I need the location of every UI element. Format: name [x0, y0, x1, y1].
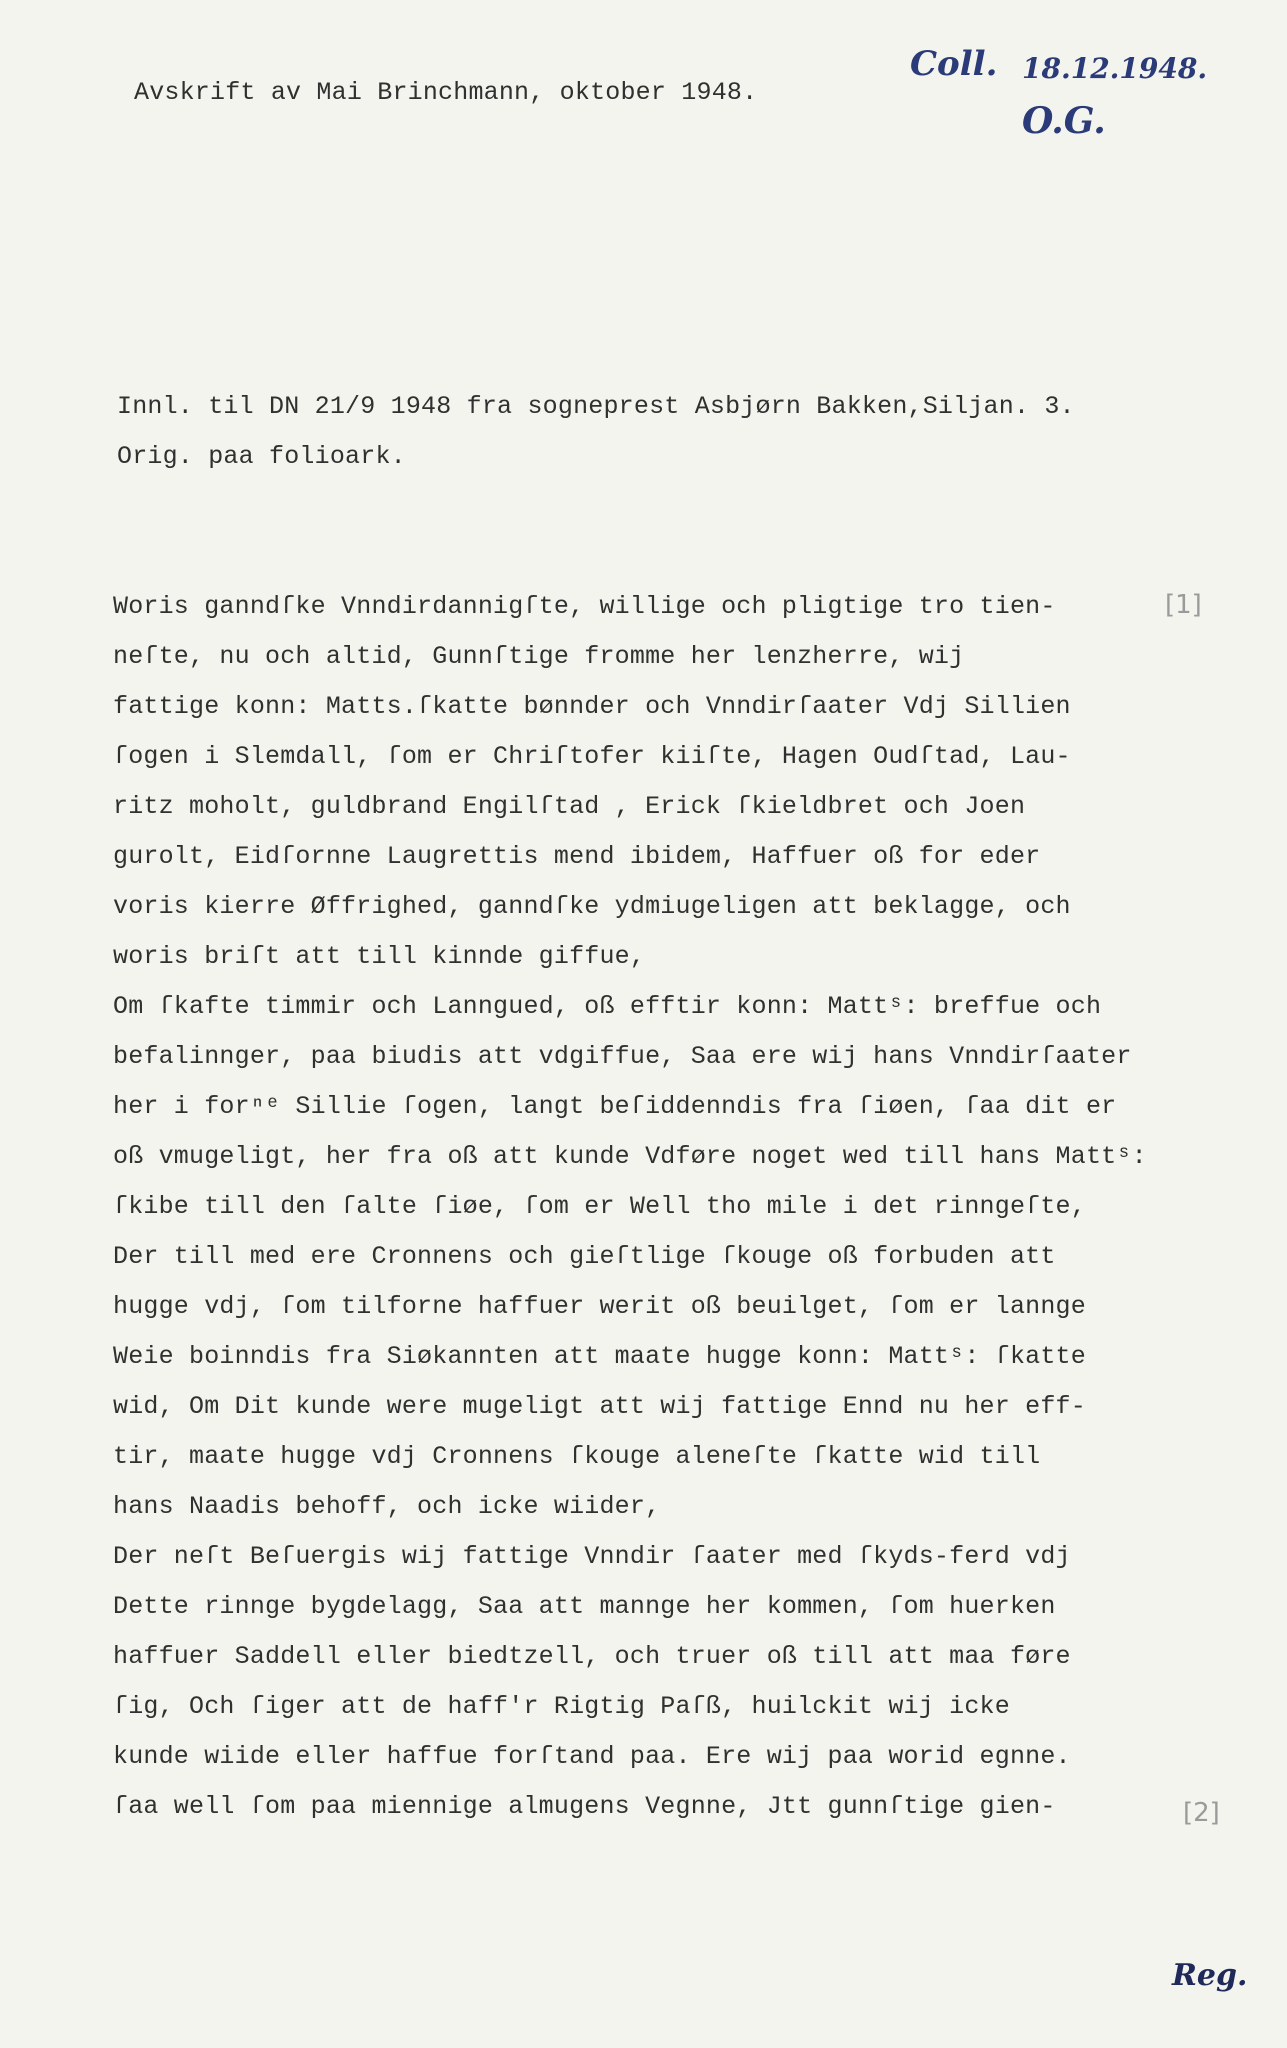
transcript-header: Avskrift av Mai Brinchmann, oktober 1948. — [134, 78, 758, 107]
body-line: ſkibe till den ſalte ſiøe, ſom er Well tho mile i det rinngeſte, — [113, 1192, 1086, 1221]
body-line: neſte, nu och altid, Gunnſtige fromme her lenzherre, wij — [113, 642, 965, 671]
body-line: ſig, Och ſiger att de haff'r Rigtig Paſß, huilckit wij icke — [113, 1692, 1010, 1721]
body-line: ſogen i Slemdall, ſom er Chriſtofer kiiſte, Hagen Oudſtad, Lau- — [113, 742, 1071, 771]
body-line: Der till med ere Cronnens och gieſtlige ſkouge oß forbuden att — [113, 1242, 1056, 1271]
body-line: her i forⁿᵉ Sillie ſogen, langt beſiddenndis fra ſiøen, ſaa dit er — [113, 1092, 1117, 1121]
handwritten-date: 18.12.1948. — [1022, 52, 1208, 85]
body-line: ritz moholt, guldbrand Engilſtad , Erick ſkieldbret och Joen — [113, 792, 1026, 821]
body-line: ſaa well ſom paa miennige almugens Vegnne, Jtt gunnſtige gien- — [113, 1792, 1056, 1821]
body-line: Om ſkafte timmir och Lanngued, oß efftir konn: Mattˢ: breffue och — [113, 992, 1102, 1021]
handwritten-initials: O.G. — [1022, 100, 1106, 142]
body-line: voris kierre Øffrighed, ganndſke ydmiugeligen att beklagge, och — [113, 892, 1071, 921]
body-line: oß vmugeligt, her fra oß att kunde Vdføre noget wed till hans Mattˢ: — [113, 1142, 1147, 1171]
body-line: Woris ganndſke Vnndirdannigſte, willige och pligtige tro tien- — [113, 592, 1056, 621]
handwritten-coll-note: Coll. — [910, 44, 998, 84]
source-note-line-2: Orig. paa folioark. — [117, 442, 406, 471]
body-line: haffuer Saddell eller biedtzell, och truer oß till att maa føre — [113, 1642, 1071, 1671]
handwritten-reg-note: Reg. — [1172, 1958, 1248, 1993]
body-line: Weie boinndis fra Siøkannten att maate hugge konn: Mattˢ: ſkatte — [113, 1342, 1086, 1371]
body-line: fattige konn: Matts.ſkatte bønnder och Vnndirſaater Vdj Sillien — [113, 692, 1071, 721]
body-line: tir, maate hugge vdj Cronnens ſkouge aleneſte ſkatte wid till — [113, 1442, 1041, 1471]
source-note-line-1: Innl. til DN 21/9 1948 fra sogneprest Asbjørn Bakken,Siljan. 3. — [117, 392, 1075, 421]
body-line: wid, Om Dit kunde were mugeligt att wij fattige Ennd nu her eff- — [113, 1392, 1086, 1421]
margin-page-marker-2: [2] — [1183, 1798, 1220, 1828]
body-line: Dette rinnge bygdelagg, Saa att mannge her kommen, ſom huerken — [113, 1592, 1056, 1621]
body-line: kunde wiide eller haffue forſtand paa. Ere wij paa worid egnne. — [113, 1742, 1071, 1771]
body-line: hugge vdj, ſom tilforne haffuer werit oß beuilget, ſom er lannge — [113, 1292, 1086, 1321]
body-line: Der neſt Beſuergis wij fattige Vnndir ſaater med ſkyds-ferd vdj — [113, 1542, 1071, 1571]
body-line: hans Naadis behoff, och icke wiider, — [113, 1492, 661, 1521]
body-line: woris briſt att till kinnde giffue, — [113, 942, 646, 971]
margin-page-marker-1: [1] — [1165, 590, 1202, 620]
body-line: gurolt, Eidſornne Laugrettis mend ibidem, Haffuer oß for eder — [113, 842, 1041, 871]
body-line: befalinnger, paa biudis att vdgiffue, Saa ere wij hans Vnndirſaater — [113, 1042, 1132, 1071]
